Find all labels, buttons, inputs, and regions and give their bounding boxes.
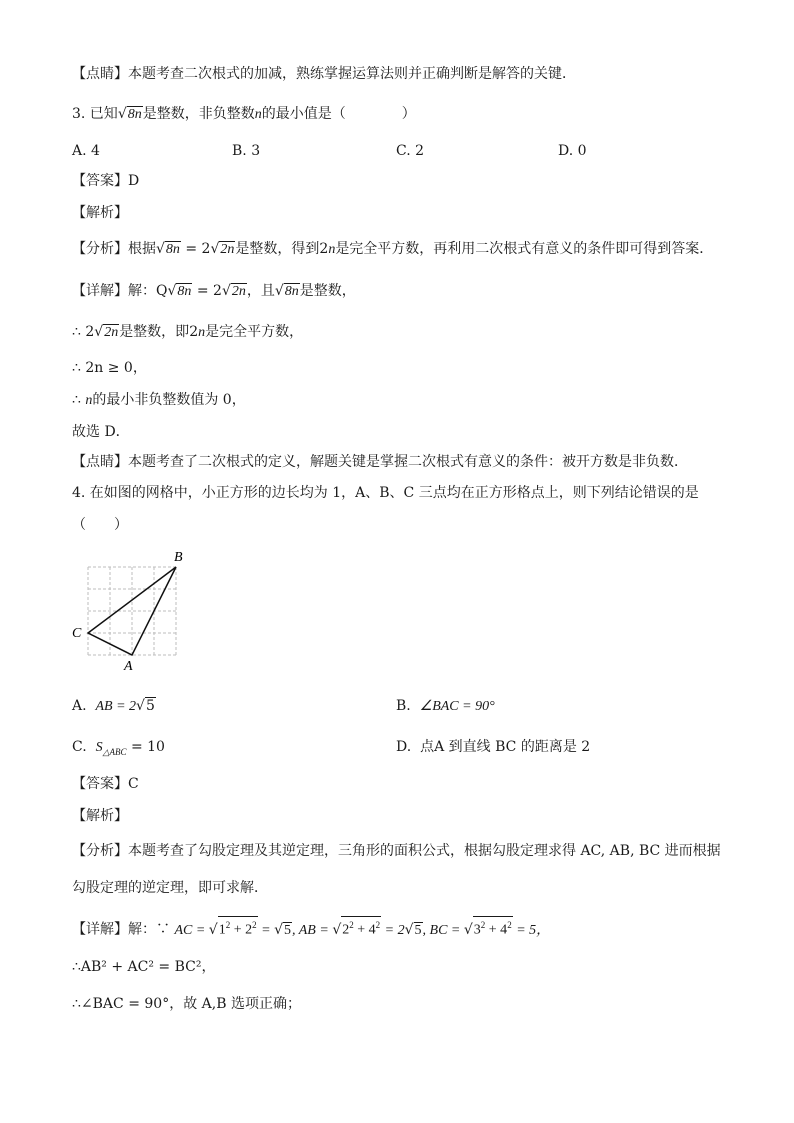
detail-end: 是整数， bbox=[299, 283, 356, 299]
fenxi-end: 是完全平方数，再利用二次根式有意义的条件即可得到答案． bbox=[335, 241, 714, 257]
option-prefix: C. bbox=[72, 739, 87, 755]
q3-conclusion: 故选 D． bbox=[72, 424, 130, 440]
radicand: 8n bbox=[284, 284, 299, 299]
fenxi-tag: 【分析】 bbox=[72, 843, 128, 859]
q3-stem-mid: 是整数，非负整数 bbox=[142, 106, 255, 122]
option-prefix: B. bbox=[396, 698, 411, 714]
q3-option-b: B. 3 bbox=[232, 143, 261, 159]
step2-text: 2n ≥ 0， bbox=[85, 360, 147, 376]
q3-option-a: A. 4 bbox=[72, 143, 100, 159]
answer-value: C bbox=[128, 776, 139, 792]
q4-fenxi-line1 bbox=[72, 841, 721, 861]
option-text: ∠BAC = 90° bbox=[419, 699, 495, 714]
option-prefix: D. bbox=[396, 739, 412, 755]
variable-n: n bbox=[85, 393, 93, 408]
radicand: 8n bbox=[127, 107, 142, 122]
radicand: 8n bbox=[165, 242, 180, 257]
q4-option-d bbox=[396, 737, 590, 757]
detail-tag: 【详解】 bbox=[72, 921, 128, 938]
fenxi-tag: 【分析】 bbox=[72, 241, 128, 257]
q3-step2 bbox=[72, 358, 147, 378]
grid-lines bbox=[88, 567, 176, 655]
sqrt-symbol: √ bbox=[167, 283, 177, 299]
q4-step1: ∴AB² + AC² = BC²， bbox=[72, 959, 216, 975]
step3-text: 的最小非负整数值为 0， bbox=[92, 392, 246, 408]
sqrt-symbol: √ bbox=[156, 241, 165, 257]
option-prefix: A. bbox=[72, 698, 87, 714]
answer-value: D bbox=[128, 173, 140, 189]
fenxi-start: 根据 bbox=[128, 241, 156, 257]
fenxi-text: 本题考查了勾股定理及其逆定理，三角形的面积公式，根据勾股定理求得 AC, AB, BC 进而根据 bbox=[128, 843, 721, 859]
step1-end: 是完全平方数， bbox=[205, 324, 304, 340]
q4-fenxi-line2: 勾股定理的逆定理，即可求解． bbox=[72, 880, 268, 896]
radicand: 2n bbox=[220, 242, 235, 257]
variable-n: n bbox=[198, 325, 206, 340]
equation-ac: AC = $√1^2 + 2^2 = √5$, AB = $√2^2 + 4^2 = 2√5$, BC = $√3^2 + 4^2 = 5$， bbox=[174, 923, 550, 938]
label-b: B bbox=[174, 550, 183, 565]
analysis-tag: 【解析】 bbox=[72, 205, 128, 221]
q3-option-c: C. 2 bbox=[396, 143, 425, 159]
q3-detail: 【详解】解：Q√8n = 2√2n，且√8n是整数， bbox=[72, 283, 356, 299]
sqrt-symbol: √ bbox=[117, 106, 127, 122]
q4-analysis bbox=[72, 806, 128, 826]
option-text: = 10 bbox=[130, 739, 165, 755]
sqrt-symbol: √ bbox=[136, 698, 145, 714]
therefore-symbol: ∴ bbox=[72, 392, 86, 408]
q4-option-b bbox=[396, 696, 495, 717]
triangle-abc bbox=[88, 567, 176, 655]
analysis-tag: 【解析】 bbox=[72, 808, 128, 824]
therefore-symbol: ∴ bbox=[72, 360, 86, 376]
q4-stem-line2: （ ） bbox=[72, 517, 128, 533]
variable-n: n bbox=[328, 242, 336, 257]
detail-tag: 【详解】 bbox=[72, 283, 128, 299]
q3-analysis bbox=[72, 203, 128, 223]
q3-option-d: D. 0 bbox=[558, 143, 587, 159]
sqrt-symbol: √ bbox=[94, 324, 104, 340]
q4-option-c bbox=[72, 737, 165, 762]
q4-option-a bbox=[72, 696, 156, 717]
q3-step3 bbox=[72, 390, 246, 411]
option-text: 点A 到直线 BC 的距离是 2 bbox=[420, 739, 591, 755]
q3-stem-end: 的最小值是（ ） bbox=[261, 106, 416, 122]
therefore-symbol: ∴ 2 bbox=[72, 324, 95, 340]
detail-start: 解：Q bbox=[128, 283, 168, 299]
grid-triangle-figure bbox=[70, 548, 200, 678]
q3-step1: ∴ 2√2n是整数，即2n是完全平方数， bbox=[72, 324, 304, 340]
step1-mid: 是整数，即 bbox=[119, 324, 190, 340]
radicand: 2n bbox=[104, 325, 119, 340]
radicand: 5 bbox=[145, 698, 155, 714]
option-text: AB = 2 bbox=[95, 699, 137, 714]
q3-stem-start: 3. 已知 bbox=[72, 106, 118, 122]
note-text: 本题考查了二次根式的定义，解题关键是掌握二次根式有意义的条件：被开方数是非负数． bbox=[128, 454, 688, 470]
detail-mid: ，且 bbox=[246, 283, 275, 299]
sqrt-symbol: √ bbox=[221, 283, 231, 299]
answer-tag: 【答案】 bbox=[72, 776, 128, 792]
area-symbol: $S_{\triangle ABC}$ bbox=[95, 740, 127, 757]
q4-detail bbox=[72, 916, 550, 941]
note-tag: 【点睛】 bbox=[72, 454, 128, 470]
radicand: 8n bbox=[177, 284, 192, 299]
variable-n: n bbox=[254, 107, 262, 122]
note-tag: 【点睛】 bbox=[72, 66, 128, 82]
q4-step2: ∴∠BAC = 90°，故 A,B 选项正确； bbox=[72, 996, 301, 1012]
q3-fenxi: 【分析】根据√8n = 2√2n是整数，得到2n是完全平方数，再利用二次根式有意义的条件即可得到答案． bbox=[72, 241, 714, 257]
label-a: A bbox=[124, 659, 133, 674]
q4-answer bbox=[72, 774, 139, 794]
note-text: 本题考查二次根式的加减，熟练掌握运算法则并正确判断是解答的关键． bbox=[128, 66, 576, 82]
label-c: C bbox=[72, 626, 82, 641]
q4-stem-line1: 4. 在如图的网格中，小正方形的边长均为 1，A、B、C 三点均在正方形格点上，则下列结论错误的是 bbox=[72, 485, 699, 501]
answer-tag: 【答案】 bbox=[72, 173, 128, 189]
detail-start: 解：∵ bbox=[128, 921, 170, 938]
q3-answer bbox=[72, 171, 139, 191]
sqrt-symbol: √ bbox=[274, 283, 284, 299]
q3-stem bbox=[72, 104, 416, 125]
sqrt-symbol: √ bbox=[210, 241, 220, 257]
q2-note bbox=[72, 64, 576, 84]
q3-note bbox=[72, 452, 688, 472]
radicand: 2n bbox=[231, 284, 246, 299]
fenxi-mid: 是整数，得到 bbox=[235, 241, 320, 257]
